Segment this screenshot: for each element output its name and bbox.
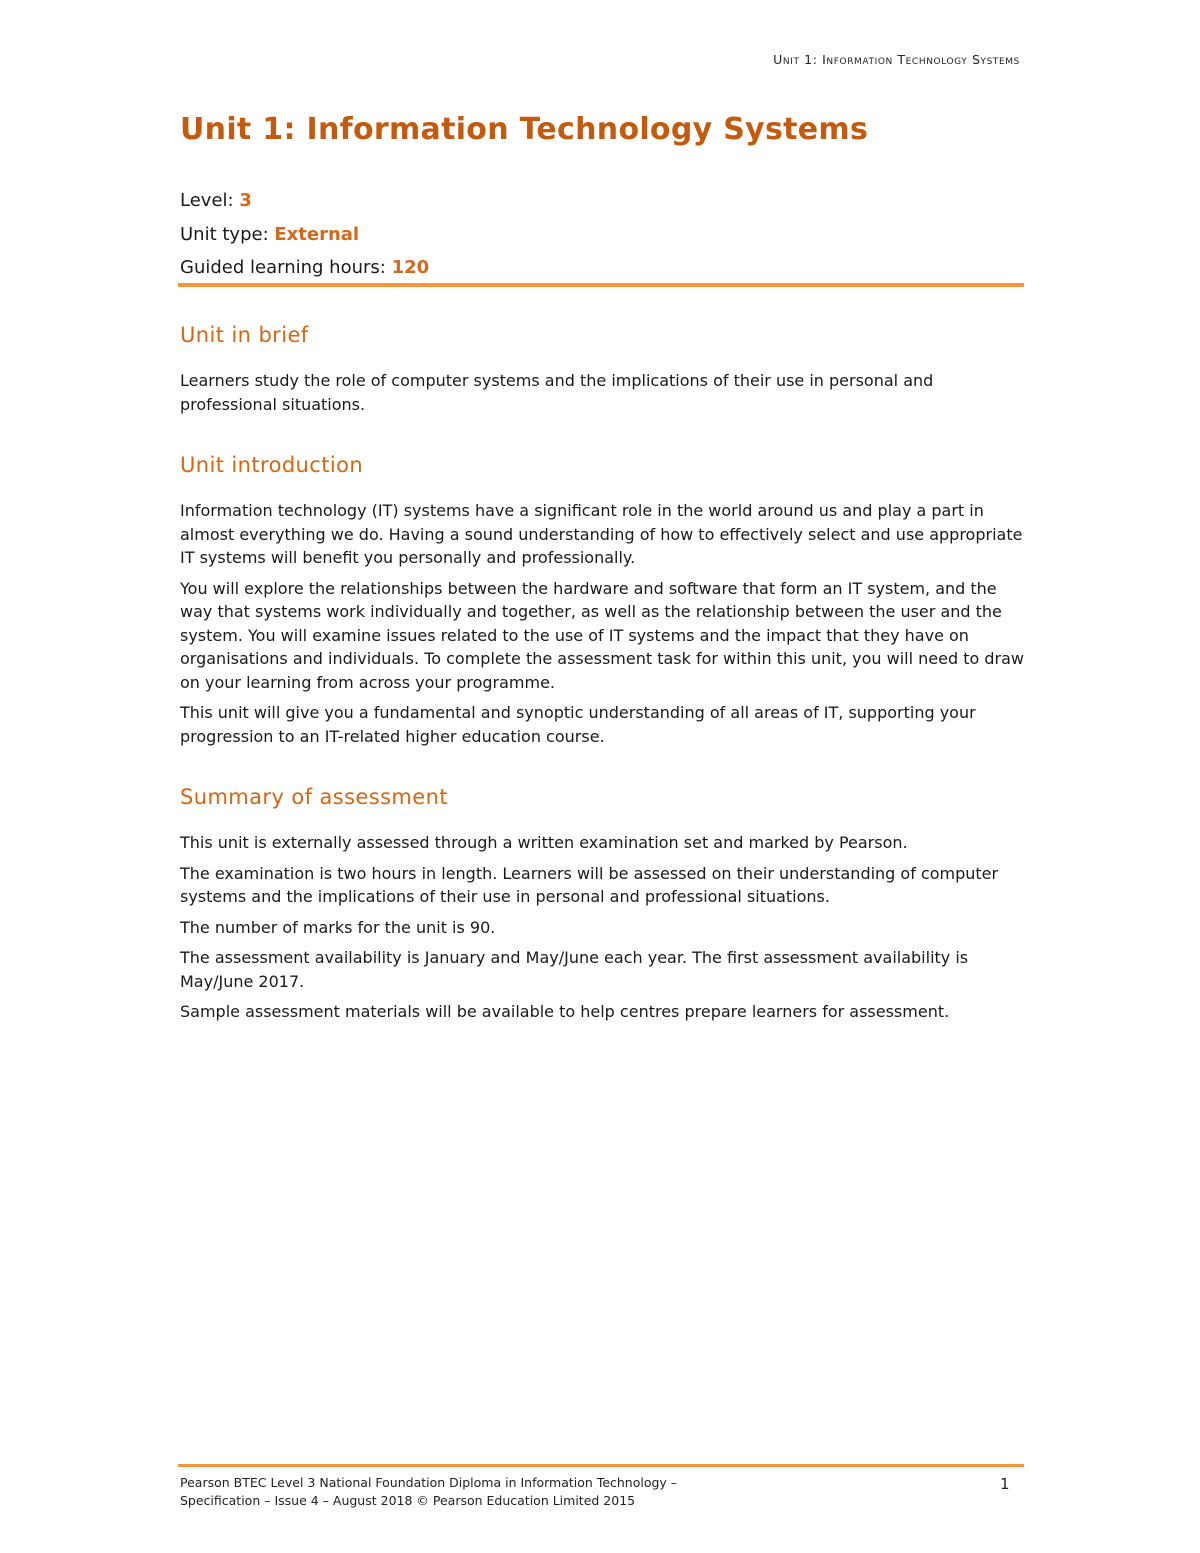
meta-guided-hours: [180, 257, 429, 278]
footer-divider: [178, 1464, 1024, 1467]
guided-hours-label: Guided learning hours:: [180, 257, 392, 278]
meta-unit-type: [180, 224, 359, 245]
section-heading-unit-introduction: Unit introduction: [180, 453, 364, 477]
guided-hours-value: 120: [391, 257, 430, 278]
page-title: Unit 1: Information Technology Systems: [180, 112, 869, 147]
level-label: Level:: [180, 190, 240, 211]
paragraph: This unit will give you a fundamental and synoptic understanding of all areas of IT, supporting your progression to an IT-related higher education course.: [180, 703, 976, 746]
header-divider: [178, 283, 1024, 287]
page-number: 1: [1000, 1475, 1010, 1493]
section-heading-unit-in-brief: Unit in brief: [180, 323, 309, 347]
footer-line-2: Specification – Issue 4 – August 2018 © Pearson Education Limited 2015: [180, 1493, 636, 1508]
paragraph: The examination is two hours in length. Learners will be assessed on their understanding of computer systems and the implications of their use in personal and professional situations.: [180, 863, 999, 906]
meta-level: [180, 190, 252, 211]
paragraph: You will explore the relationships between the hardware and software that form an IT system, and the way that systems work individually and together, as well as the relationship between the user and the system. You will examine issues related to the use of IT systems and the impact that they have on organisations and individuals. To complete the assessment task for within this unit, you will need to draw on your learning from across your programme.: [180, 578, 1024, 692]
footer-line-1: Pearson BTEC Level 3 National Foundation Diploma in Information Technology –: [180, 1475, 678, 1490]
section-body-unit-in-brief: [180, 369, 1030, 423]
paragraph: The assessment availability is January and May/June each year. The first assessment availability is May/June 2017.: [180, 948, 969, 991]
section-body-summary-of-assessment: [180, 831, 1030, 1031]
unit-type-value: External: [274, 224, 360, 245]
level-value: 3: [239, 190, 252, 211]
paragraph: This unit is externally assessed through a written examination set and marked by Pearson.: [180, 833, 908, 852]
section-body-unit-introduction: [180, 499, 1030, 755]
running-header: Unit 1: Information Technology Systems: [773, 52, 1020, 67]
paragraph: Information technology (IT) systems have a significant role in the world around us and play a part in almost everything we do. Having a sound understanding of how to effectively select and use appropriate IT systems will benefit you personally and professionally.: [180, 501, 1023, 567]
paragraph: The number of marks for the unit is 90.: [180, 917, 496, 937]
paragraph: Sample assessment materials will be available to help centres prepare learners for assessment.: [180, 1002, 950, 1021]
section-heading-summary-of-assessment: Summary of assessment: [180, 785, 448, 809]
unit-type-label: Unit type:: [180, 224, 275, 245]
footer-text: [180, 1474, 677, 1510]
paragraph: Learners study the role of computer systems and the implications of their use in personal and professional situations.: [180, 371, 934, 414]
